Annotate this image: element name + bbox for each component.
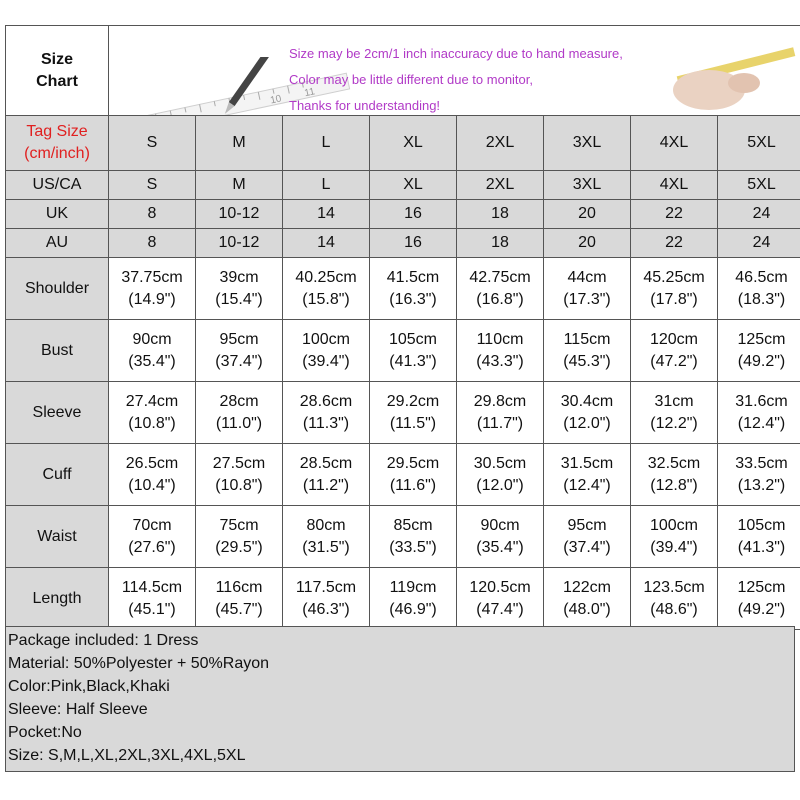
measurement-cell <box>544 568 631 630</box>
cm-value: 28.5cm <box>299 454 353 472</box>
inch-value: (35.4") <box>476 538 524 556</box>
cm-value: 105cm <box>388 330 438 348</box>
inch-value: (48.6") <box>650 600 698 618</box>
measurement-cell <box>283 444 370 506</box>
inch-value: (12.4") <box>563 476 611 494</box>
cm-value: 114.5cm <box>121 578 183 596</box>
cm-value: 70cm <box>132 516 172 534</box>
size-header-s: S <box>109 116 196 171</box>
measurement-cell <box>370 506 457 568</box>
region-row <box>6 171 800 200</box>
inch-value: (16.3") <box>389 290 437 308</box>
ruler-mark-11: 11 <box>303 85 316 99</box>
measurement-cell <box>283 258 370 320</box>
size-header-m: M <box>196 116 283 171</box>
cm-value: 95cm <box>567 516 607 534</box>
inch-value: (12.2") <box>650 414 698 432</box>
cm-value: 120.5cm <box>469 578 531 596</box>
measurement-cell <box>544 382 631 444</box>
size-header-xl: XL <box>370 116 457 171</box>
cm-value: 31.5cm <box>560 454 614 472</box>
cm-value: 42.75cm <box>469 268 531 286</box>
region-cell: 10-12 <box>196 200 283 229</box>
region-cell: S <box>109 171 196 200</box>
region-cell: L <box>283 171 370 200</box>
note-line-3: Thanks for understanding! <box>289 97 441 113</box>
inch-value: (46.9") <box>389 600 437 618</box>
region-cell: 8 <box>109 229 196 258</box>
measurement-cell <box>544 258 631 320</box>
inch-value: (12.8") <box>650 476 698 494</box>
region-row <box>6 229 800 258</box>
tag-size-line-2: (cm/inch) <box>24 145 90 162</box>
inch-value: (47.4") <box>476 600 524 618</box>
measurement-cell <box>283 382 370 444</box>
measurement-cell <box>631 258 718 320</box>
row-label: Sleeve <box>6 382 109 444</box>
size-chart-title <box>6 26 109 116</box>
cm-value: 100cm <box>301 330 351 348</box>
measurement-cell <box>457 258 544 320</box>
measurement-cell <box>109 568 196 630</box>
cm-value: 123.5cm <box>643 578 705 596</box>
measurement-cell <box>370 444 457 506</box>
measurement-cell <box>109 444 196 506</box>
region-cell: 20 <box>544 229 631 258</box>
cm-value: 105cm <box>737 516 786 534</box>
cm-value: 90cm <box>132 330 172 348</box>
measurement-cell <box>457 382 544 444</box>
region-cell: 22 <box>631 229 718 258</box>
row-label: AU <box>6 229 109 258</box>
cm-value: 27.4cm <box>125 392 179 410</box>
cm-value: 37.75cm <box>121 268 183 286</box>
inch-value: (15.4") <box>215 290 263 308</box>
inch-value: (16.8") <box>476 290 524 308</box>
cm-value: 29.2cm <box>386 392 440 410</box>
measurement-cell <box>370 382 457 444</box>
measurement-cell <box>283 506 370 568</box>
region-cell: 24 <box>718 229 800 258</box>
inch-value: (10.4") <box>128 476 176 494</box>
region-cell: 14 <box>283 229 370 258</box>
size-header-4xl: 4XL <box>631 116 718 171</box>
cm-value: 45.25cm <box>643 268 705 286</box>
measurement-cell <box>196 444 283 506</box>
cm-value: 41.5cm <box>386 268 440 286</box>
size-header-2xl: 2XL <box>457 116 544 171</box>
cm-value: 100cm <box>649 516 699 534</box>
measurement-cell <box>544 506 631 568</box>
inch-value: (33.5") <box>389 538 437 556</box>
cm-value: 125cm <box>737 578 786 596</box>
inch-value: (49.2") <box>737 600 786 618</box>
measurement-cell <box>196 382 283 444</box>
cm-value: 31cm <box>654 392 694 410</box>
measurement-cell <box>457 506 544 568</box>
cm-value: 75cm <box>219 516 259 534</box>
inch-value: (17.3") <box>563 290 611 308</box>
row-label: Shoulder <box>6 258 109 320</box>
cm-value: 122cm <box>562 578 612 596</box>
cm-value: 28.6cm <box>299 392 353 410</box>
measurement-cell <box>718 444 800 506</box>
measurement-cell <box>718 382 800 444</box>
cm-value: 46.5cm <box>735 268 788 286</box>
measurement-cell <box>109 506 196 568</box>
note-line-2: Color may be little different due to monitor, <box>289 71 533 87</box>
measurement-cell <box>718 320 800 382</box>
cm-value: 31.6cm <box>735 392 788 410</box>
inch-value: (18.3") <box>737 290 786 308</box>
region-cell: 3XL <box>544 171 631 200</box>
cm-value: 119cm <box>389 578 437 596</box>
title-line-1: Size <box>40 50 73 68</box>
inch-value: (11.2") <box>302 476 350 494</box>
measurement-row <box>6 382 800 444</box>
measurement-cell <box>631 382 718 444</box>
measurement-cell <box>631 568 718 630</box>
cm-value: 30.5cm <box>473 454 527 472</box>
cm-value: 29.5cm <box>386 454 440 472</box>
region-cell: 22 <box>631 200 718 229</box>
inch-value: (11.6") <box>389 476 437 494</box>
inch-value: (45.1") <box>128 600 176 618</box>
measurement-cell <box>196 506 283 568</box>
region-cell: 20 <box>544 200 631 229</box>
region-cell: XL <box>370 171 457 200</box>
cm-value: 39cm <box>219 268 259 286</box>
measurement-cell <box>109 258 196 320</box>
size-header-l: L <box>283 116 370 171</box>
size-header-5xl: 5XL <box>718 116 800 171</box>
cm-value: 125cm <box>737 330 786 348</box>
region-cell: 16 <box>370 229 457 258</box>
inch-value: (39.4") <box>302 352 350 370</box>
inch-value: (39.4") <box>650 538 698 556</box>
measurement-cell <box>718 258 800 320</box>
cm-value: 27.5cm <box>212 454 266 472</box>
inch-value: (11.7") <box>476 414 524 432</box>
cm-value: 95cm <box>219 330 259 348</box>
note-line-1: Size may be 2cm/1 inch inaccuracy due to hand measure, <box>289 45 623 61</box>
measurement-cell <box>283 568 370 630</box>
region-cell: 24 <box>718 200 800 229</box>
region-cell: 8 <box>109 200 196 229</box>
measurement-cell <box>544 320 631 382</box>
cm-value: 44cm <box>567 268 607 286</box>
region-row <box>6 200 800 229</box>
inch-value: (35.4") <box>128 352 176 370</box>
size-table <box>5 25 800 630</box>
measurement-cell <box>370 258 457 320</box>
inch-value: (12.0") <box>476 476 524 494</box>
size-header-3xl: 3XL <box>544 116 631 171</box>
cm-value: 90cm <box>480 516 520 534</box>
measurement-cell <box>631 506 718 568</box>
region-cell: 5XL <box>718 171 800 200</box>
ruler-mark-10: 10 <box>269 92 283 106</box>
row-label: Waist <box>6 506 109 568</box>
info-pocket: Pocket:No <box>8 724 82 741</box>
inch-value: (29.5") <box>215 538 263 556</box>
inch-value: (47.2") <box>650 352 698 370</box>
inch-value: (45.3") <box>563 352 611 370</box>
tape-measure-hand-icon <box>649 45 799 115</box>
measurement-cell <box>718 506 800 568</box>
tag-size-line-1: Tag Size <box>26 123 88 140</box>
measurement-row <box>6 444 800 506</box>
inch-value: (17.8") <box>650 290 698 308</box>
measurement-cell <box>370 320 457 382</box>
measurement-cell <box>631 320 718 382</box>
cm-value: 33.5cm <box>735 454 788 472</box>
measurement-cell <box>196 258 283 320</box>
measurement-cell <box>457 568 544 630</box>
cm-value: 110cm <box>476 330 524 348</box>
inch-value: (31.5") <box>302 538 350 556</box>
info-material: Material: 50%Polyester + 50%Rayon <box>8 655 270 672</box>
inch-value: (49.2") <box>737 352 786 370</box>
measurement-cell <box>283 320 370 382</box>
cm-value: 116cm <box>215 578 263 596</box>
cm-value: 85cm <box>393 516 433 534</box>
inch-value: (41.3") <box>389 352 437 370</box>
measurement-row <box>6 258 800 320</box>
region-cell: 10-12 <box>196 229 283 258</box>
region-cell: 18 <box>457 200 544 229</box>
cm-value: 40.25cm <box>295 268 357 286</box>
region-cell: M <box>196 171 283 200</box>
cm-value: 28cm <box>219 392 259 410</box>
cm-value: 32.5cm <box>647 454 701 472</box>
cm-value: 120cm <box>649 330 699 348</box>
row-label: US/CA <box>6 171 109 200</box>
region-cell: 18 <box>457 229 544 258</box>
info-sizes: Size: S,M,L,XL,2XL,3XL,4XL,5XL <box>8 747 246 764</box>
inch-value: (14.9") <box>128 290 176 308</box>
tag-size-header <box>6 116 109 171</box>
cm-value: 115cm <box>563 330 611 348</box>
info-package: Package included: 1 Dress <box>8 632 199 649</box>
measurement-cell <box>457 444 544 506</box>
row-label: UK <box>6 200 109 229</box>
inch-value: (12.4") <box>737 414 786 432</box>
inch-value: (15.8") <box>302 290 350 308</box>
inch-value: (37.4") <box>215 352 263 370</box>
inch-value: (13.2") <box>737 476 786 494</box>
inch-value: (37.4") <box>563 538 611 556</box>
inch-value: (41.3") <box>737 538 786 556</box>
inch-value: (11.0") <box>215 414 263 432</box>
info-color: Color:Pink,Black,Khaki <box>8 678 170 695</box>
region-cell: 16 <box>370 200 457 229</box>
inch-value: (10.8") <box>215 476 263 494</box>
region-cell: 2XL <box>457 171 544 200</box>
cm-value: 30.4cm <box>560 392 614 410</box>
cm-value: 80cm <box>306 516 346 534</box>
inch-value: (11.5") <box>389 414 437 432</box>
info-sleeve: Sleeve: Half Sleeve <box>8 701 148 718</box>
notice-banner <box>109 26 800 116</box>
measurement-cell <box>718 568 800 630</box>
title-line-2: Chart <box>36 72 78 90</box>
measurement-cell <box>457 320 544 382</box>
cm-value: 26.5cm <box>125 454 179 472</box>
row-label: Length <box>6 568 109 630</box>
measurement-cell <box>196 568 283 630</box>
inch-value: (10.8") <box>128 414 176 432</box>
cm-value: 29.8cm <box>473 392 527 410</box>
measurement-row <box>6 320 800 382</box>
measurement-cell <box>370 568 457 630</box>
measurement-row <box>6 506 800 568</box>
row-label: Bust <box>6 320 109 382</box>
inch-value: (48.0") <box>563 600 611 618</box>
inch-value: (45.7") <box>215 600 263 618</box>
measurement-cell <box>109 320 196 382</box>
product-info <box>5 626 795 772</box>
measurement-row <box>6 568 800 630</box>
region-cell: 14 <box>283 200 370 229</box>
inch-value: (46.3") <box>302 600 350 618</box>
measurement-cell <box>544 444 631 506</box>
measurement-cell <box>196 320 283 382</box>
inch-value: (11.3") <box>302 414 350 432</box>
inch-value: (27.6") <box>128 538 176 556</box>
row-label: Cuff <box>6 444 109 506</box>
inch-value: (43.3") <box>476 352 524 370</box>
inch-value: (12.0") <box>563 414 611 432</box>
cm-value: 117.5cm <box>295 578 357 596</box>
measurement-cell <box>631 444 718 506</box>
region-cell: 4XL <box>631 171 718 200</box>
measurement-cell <box>109 382 196 444</box>
